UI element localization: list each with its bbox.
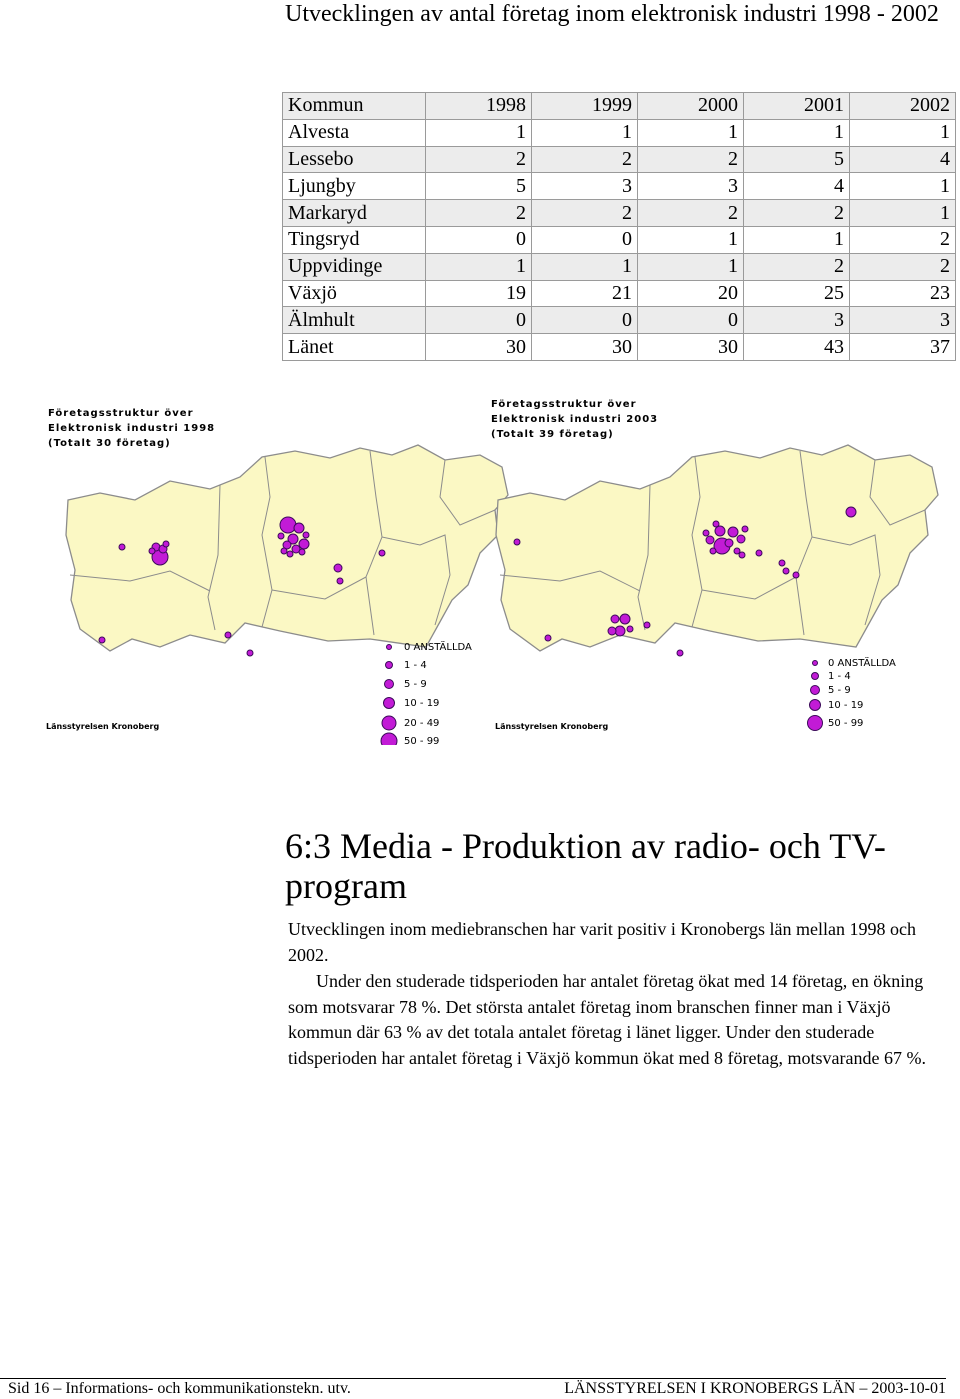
table-cell: 3 [638, 173, 744, 200]
table-cell: 1 [850, 119, 956, 146]
legend-label: 5 - 9 [828, 685, 851, 696]
company-marker [706, 536, 714, 544]
table-cell: 30 [532, 334, 638, 361]
company-marker [713, 521, 719, 527]
table-cell: 23 [850, 280, 956, 307]
table-cell: 2 [638, 146, 744, 173]
company-marker [299, 549, 305, 555]
table-cell: Länet [283, 334, 426, 361]
table-cell: 25 [744, 280, 850, 307]
company-marker [99, 637, 105, 643]
company-marker [742, 526, 748, 532]
table-cell: 20 [638, 280, 744, 307]
map-1998-title-line: Företagsstruktur över [48, 408, 194, 419]
table-cell: 0 [532, 307, 638, 334]
legend-label: 10 - 19 [404, 698, 440, 709]
legend-marker [381, 733, 397, 745]
legend-marker [813, 661, 818, 666]
company-marker [280, 517, 296, 533]
table-cell: Älmhult [283, 307, 426, 334]
table-row [283, 173, 956, 200]
table-row [283, 280, 956, 307]
company-marker [725, 539, 733, 547]
legend-label: 5 - 9 [404, 679, 427, 690]
company-marker [149, 548, 155, 554]
table-row [283, 307, 956, 334]
table-row [283, 334, 956, 361]
table-cell: 4 [744, 173, 850, 200]
column-header: 2001 [744, 93, 850, 120]
map-2003-title-line: (Totalt 39 företag) [491, 429, 614, 440]
company-marker [703, 530, 709, 536]
company-marker [247, 650, 253, 656]
legend-marker [808, 716, 823, 731]
table-cell: 19 [426, 280, 532, 307]
company-marker [627, 626, 633, 632]
company-marker [846, 507, 856, 517]
table-cell: 1 [744, 226, 850, 253]
company-marker [710, 548, 716, 554]
column-header: 2002 [850, 93, 956, 120]
table-cell: 5 [426, 173, 532, 200]
legend-marker [810, 700, 821, 711]
company-marker [545, 635, 551, 641]
company-marker [793, 572, 799, 578]
table-cell: 1 [850, 200, 956, 227]
company-marker [379, 550, 385, 556]
body-paragraph: Utvecklingen inom mediebranschen har varit positiv i Kronobergs län mellan 1998 och 2002. [288, 919, 917, 965]
legend-label: 0 ANSTÄLLDA [404, 642, 472, 653]
map-1998-title-line: Elektronisk industri 1998 [48, 423, 216, 434]
legend-label: 20 - 49 [404, 718, 440, 729]
table-cell: Markaryd [283, 200, 426, 227]
table-row [283, 146, 956, 173]
company-marker [163, 541, 169, 547]
legend-label: 50 - 99 [404, 736, 440, 745]
legend-label: 1 - 4 [404, 660, 427, 671]
table-header-row [283, 93, 956, 120]
company-marker [739, 552, 745, 558]
company-marker [119, 544, 125, 550]
company-marker [644, 622, 650, 628]
table-cell: 2 [532, 146, 638, 173]
legend-label: 50 - 99 [828, 718, 864, 729]
table-cell: 2 [850, 253, 956, 280]
legend-label: 1 - 4 [828, 671, 851, 682]
map-1998-title-line: (Totalt 30 företag) [48, 438, 171, 449]
column-header: Kommun [283, 93, 426, 120]
table-cell: 0 [426, 226, 532, 253]
column-header: 1998 [426, 93, 532, 120]
map-2003 [491, 399, 938, 731]
company-marker [756, 550, 762, 556]
company-marker [779, 560, 785, 566]
table-cell: 30 [638, 334, 744, 361]
table-cell: 4 [850, 146, 956, 173]
footer-divider [0, 1378, 946, 1379]
table-cell: 2 [744, 253, 850, 280]
legend-marker [387, 645, 392, 650]
table-cell: 1 [426, 119, 532, 146]
legend-label: 10 - 19 [828, 700, 864, 711]
legend-marker [386, 662, 393, 669]
map-1998 [46, 408, 508, 745]
table-cell: 43 [744, 334, 850, 361]
table-cell: Ljungby [283, 173, 426, 200]
maps-figure [0, 385, 960, 745]
table-cell: 2 [638, 200, 744, 227]
map-2003-credit: Länsstyrelsen Kronoberg [495, 722, 609, 731]
company-marker [783, 568, 789, 574]
table-cell: 2 [744, 200, 850, 227]
company-marker [608, 627, 616, 635]
column-header: 2000 [638, 93, 744, 120]
table-cell: 2 [426, 146, 532, 173]
legend-marker [382, 716, 396, 730]
table-cell: 1 [744, 119, 850, 146]
company-marker [281, 548, 287, 554]
table-cell: 21 [532, 280, 638, 307]
table-row [283, 253, 956, 280]
legend-marker [811, 686, 820, 695]
company-marker [278, 533, 284, 539]
table-cell: Alvesta [283, 119, 426, 146]
table-cell: Lessebo [283, 146, 426, 173]
table-cell: 1 [638, 119, 744, 146]
table-cell: 3 [744, 307, 850, 334]
companies-table [282, 92, 956, 361]
map-2003-legend [808, 656, 897, 731]
table-cell: 0 [426, 307, 532, 334]
table-cell: 1 [638, 253, 744, 280]
footer-publisher-date: LÄNSSTYRELSEN I KRONOBERGS LÄN – 2003-10-01 [564, 1380, 946, 1397]
company-marker [611, 615, 619, 623]
company-marker [715, 526, 725, 536]
company-marker [620, 614, 630, 624]
footer-page-info: Sid 16 – Informations- och kommunikationstekn. utv. [8, 1380, 351, 1397]
table-cell: 1 [532, 119, 638, 146]
table-cell: 1 [426, 253, 532, 280]
map-1998-legend [381, 640, 472, 745]
legend-marker [385, 680, 394, 689]
company-marker [225, 632, 231, 638]
legend-marker [384, 698, 395, 709]
company-marker [514, 539, 520, 545]
map-1998-credit: Länsstyrelsen Kronoberg [46, 722, 160, 731]
table-cell: 5 [744, 146, 850, 173]
table-cell: 0 [638, 307, 744, 334]
table-cell: 30 [426, 334, 532, 361]
table-cell: 3 [532, 173, 638, 200]
table-row [283, 200, 956, 227]
table-cell: 37 [850, 334, 956, 361]
map-2003-title-line: Företagsstruktur över [491, 399, 637, 410]
company-marker [728, 527, 738, 537]
table-cell: Tingsryd [283, 226, 426, 253]
body-paragraph: Under den studerade tidsperioden har antalet företag ökat med 14 företag, en ökning som motsvarar 78 %. Det största antalet företag inom branschen finner man i Växjö kommun där 63 % av det totala antalet företag i länet ligger. Under den studerade tidsperioden har antalet företag i Växjö kommun ökat med 8 företag, motsvarande 67 %. [288, 971, 926, 1068]
table-cell: 2 [426, 200, 532, 227]
company-marker [337, 578, 343, 584]
legend-label: 0 ANSTÄLLDA [828, 658, 896, 669]
table-cell: 1 [638, 226, 744, 253]
column-header: 1999 [532, 93, 638, 120]
table-cell: 1 [532, 253, 638, 280]
map-2003-title-line: Elektronisk industri 2003 [491, 414, 659, 425]
table-cell: 1 [850, 173, 956, 200]
company-marker [287, 551, 293, 557]
company-marker [737, 535, 745, 543]
table-cell: 3 [850, 307, 956, 334]
page-title: Utvecklingen av antal företag inom elektronisk industri 1998 - 2002 [285, 1, 939, 27]
table-cell: Uppvidinge [283, 253, 426, 280]
table-cell: Växjö [283, 280, 426, 307]
table-cell: 0 [532, 226, 638, 253]
company-marker [334, 564, 342, 572]
table-row [283, 119, 956, 146]
section-heading: 6:3 Media - Produktion av radio- och TV-program [285, 826, 886, 906]
company-marker [303, 532, 309, 538]
company-marker [677, 650, 683, 656]
company-marker [294, 523, 304, 533]
table-row [283, 226, 956, 253]
company-marker [299, 539, 309, 549]
table-cell: 2 [532, 200, 638, 227]
table-cell: 2 [850, 226, 956, 253]
legend-marker [812, 673, 819, 680]
